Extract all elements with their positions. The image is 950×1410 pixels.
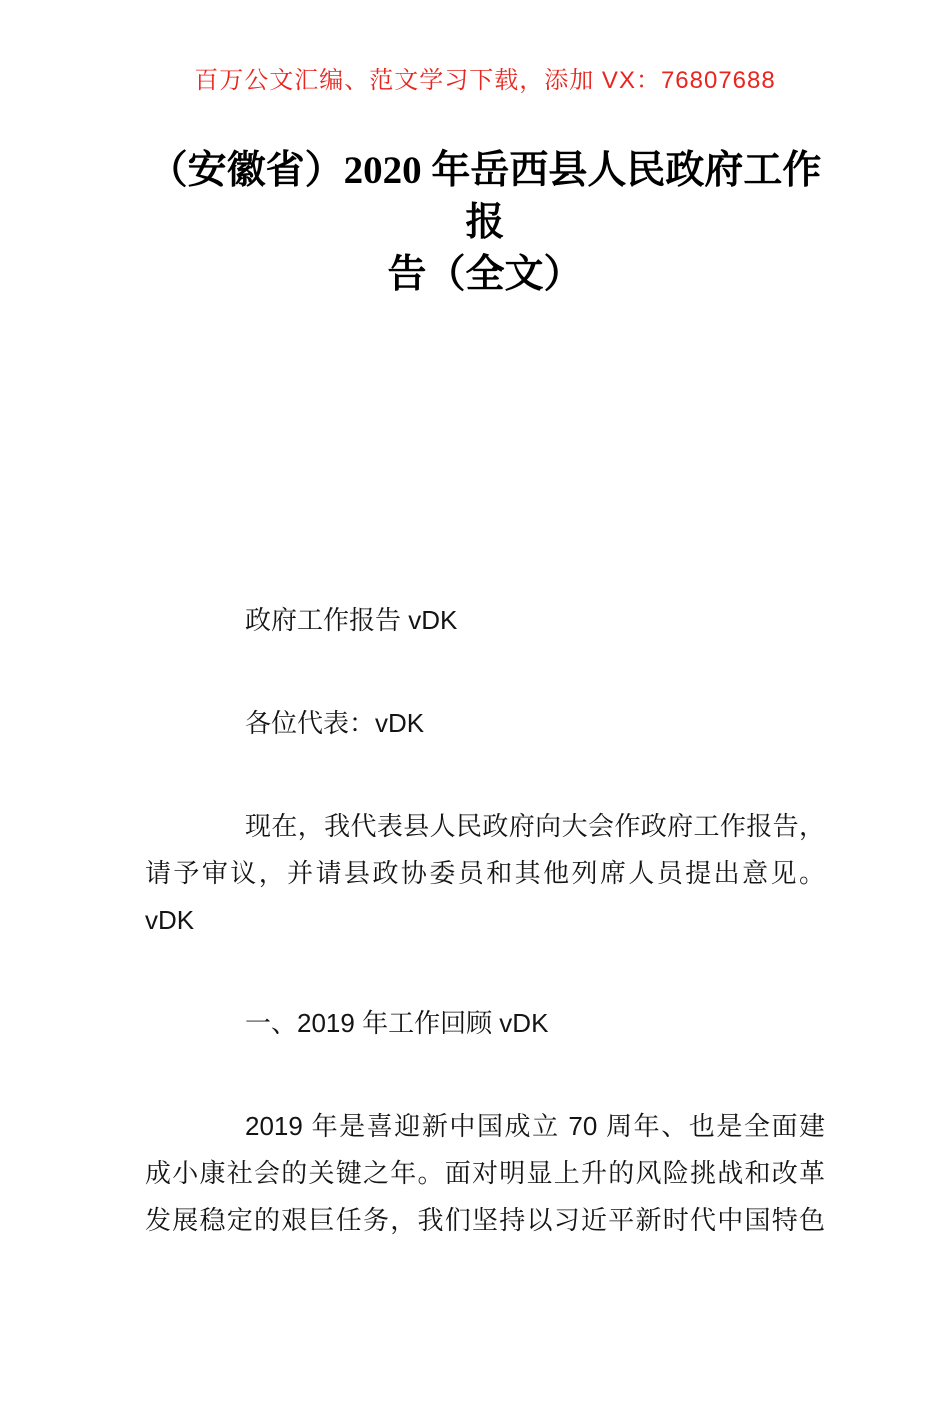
paragraph-report-label <box>145 597 825 644</box>
paragraph-line: 发展稳定的艰巨任务，我们坚持以习近平新时代中国特色 <box>145 1205 825 1235</box>
paragraph-line: 现在，我代表县人民政府向大会作政府工作报告， <box>245 811 825 841</box>
document-body <box>145 597 825 1244</box>
paragraph-line: 政府工作报告 vDK <box>245 605 458 635</box>
paragraph-line: 2019 年是喜迎新中国成立 70 周年、也是全面建 <box>245 1111 825 1141</box>
paragraph-line: 请予审议，并请县政协委员和其他列席人员提出意见。 <box>145 858 825 888</box>
document-title <box>145 145 825 301</box>
section-heading-2019-review <box>145 1000 825 1047</box>
paragraph-intro <box>145 803 825 944</box>
page-content <box>145 66 825 1244</box>
document-title-line-1: （安徽省）2020 年岳西县人民政府工作报 <box>148 149 822 244</box>
notice-banner: 百万公文汇编、范文学习下载，添加 VX：76807688 <box>194 67 776 94</box>
paragraph-2019-overview <box>145 1103 825 1244</box>
paragraph-line: vDK <box>145 905 195 935</box>
document-title-line-2: 告（全文） <box>387 253 583 296</box>
section-heading-line: 一、2019 年工作回顾 vDK <box>245 1008 549 1038</box>
paragraph-line: 成小康社会的关键之年。面对明显上升的风险挑战和改革 <box>145 1158 825 1188</box>
paragraph-line: 各位代表：vDK <box>245 708 425 738</box>
paragraph-salutation <box>145 700 825 747</box>
document-page <box>0 66 950 1410</box>
